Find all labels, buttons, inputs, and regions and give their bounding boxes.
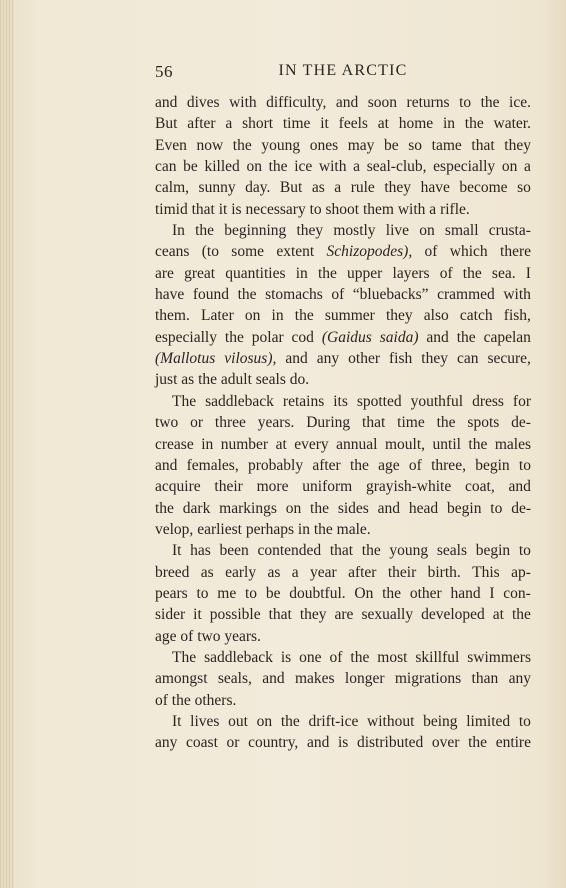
text-line: breed as early as a year after their birth. This ap-: [155, 563, 531, 581]
text-line: calm, sunny day. But as a rule they have become so: [155, 179, 531, 197]
text-line: the dark markings on the sides and head begin to de-: [155, 499, 531, 517]
body-text: [155, 92, 531, 754]
running-head: [155, 62, 531, 84]
text-line: pears to me to be doubtful. On the other hand I con-: [155, 584, 531, 602]
text-line: It lives out on the drift-ice without being limited to: [172, 712, 531, 730]
text-line: especially the polar cod (Gaidus saida) and the capelan: [155, 328, 531, 346]
text-line: sider it possible that they are sexually developed at the: [155, 606, 531, 624]
text-line: ceans (to some extent Schizopodes), of which there: [155, 243, 531, 261]
text-line: acquire their more uniform grayish-white coat, and: [155, 478, 531, 496]
text-line: It has been contended that the young seals begin to: [172, 542, 531, 560]
text-line: amongst seals, and makes longer migrations than any: [155, 670, 531, 688]
text-line: (Mallotus vilosus), and any other fish they can secure,: [155, 350, 531, 368]
text-line: age of two years.: [155, 627, 261, 645]
running-title: IN THE ARCTIC: [278, 62, 408, 79]
text-line: any coast or country, and is distributed over the entire: [155, 734, 531, 752]
text-line: timid that it is necessary to shoot them with a rifle.: [155, 200, 470, 218]
text-line: are great quantities in the upper layers of the sea. I: [155, 264, 531, 282]
text-line: The saddleback retains its spotted youthful dress for: [172, 392, 531, 410]
text-line: The saddleback is one of the most skillful swimmers: [172, 648, 531, 666]
text-line: two or three years. During that time the spots de-: [155, 414, 531, 432]
page-number: 56: [155, 62, 173, 81]
text-line: But after a short time it feels at home in the water.: [155, 115, 531, 133]
text-line: Even now the young ones may be so tame that they: [155, 136, 531, 154]
text-line: crease in number at every annual moult, until the males: [155, 435, 531, 453]
text-line: have found the stomachs of “bluebacks” crammed with: [155, 286, 531, 304]
text-line: velop, earliest perhaps in the male.: [155, 520, 371, 538]
page-gutter: [0, 0, 14, 888]
text-line: them. Later on in the summer they also catch fish,: [155, 307, 531, 325]
text-line: and females, probably after the age of three, begin to: [155, 456, 531, 474]
text-line: In the beginning they mostly live on small crusta-: [172, 222, 531, 240]
text-line: of the others.: [155, 691, 237, 709]
text-line: just as the adult seals do.: [155, 371, 310, 389]
text-line: and dives with difficulty, and soon returns to the ice.: [155, 94, 531, 111]
text-line: can be killed on the ice with a seal-club, especially on a: [155, 158, 531, 176]
